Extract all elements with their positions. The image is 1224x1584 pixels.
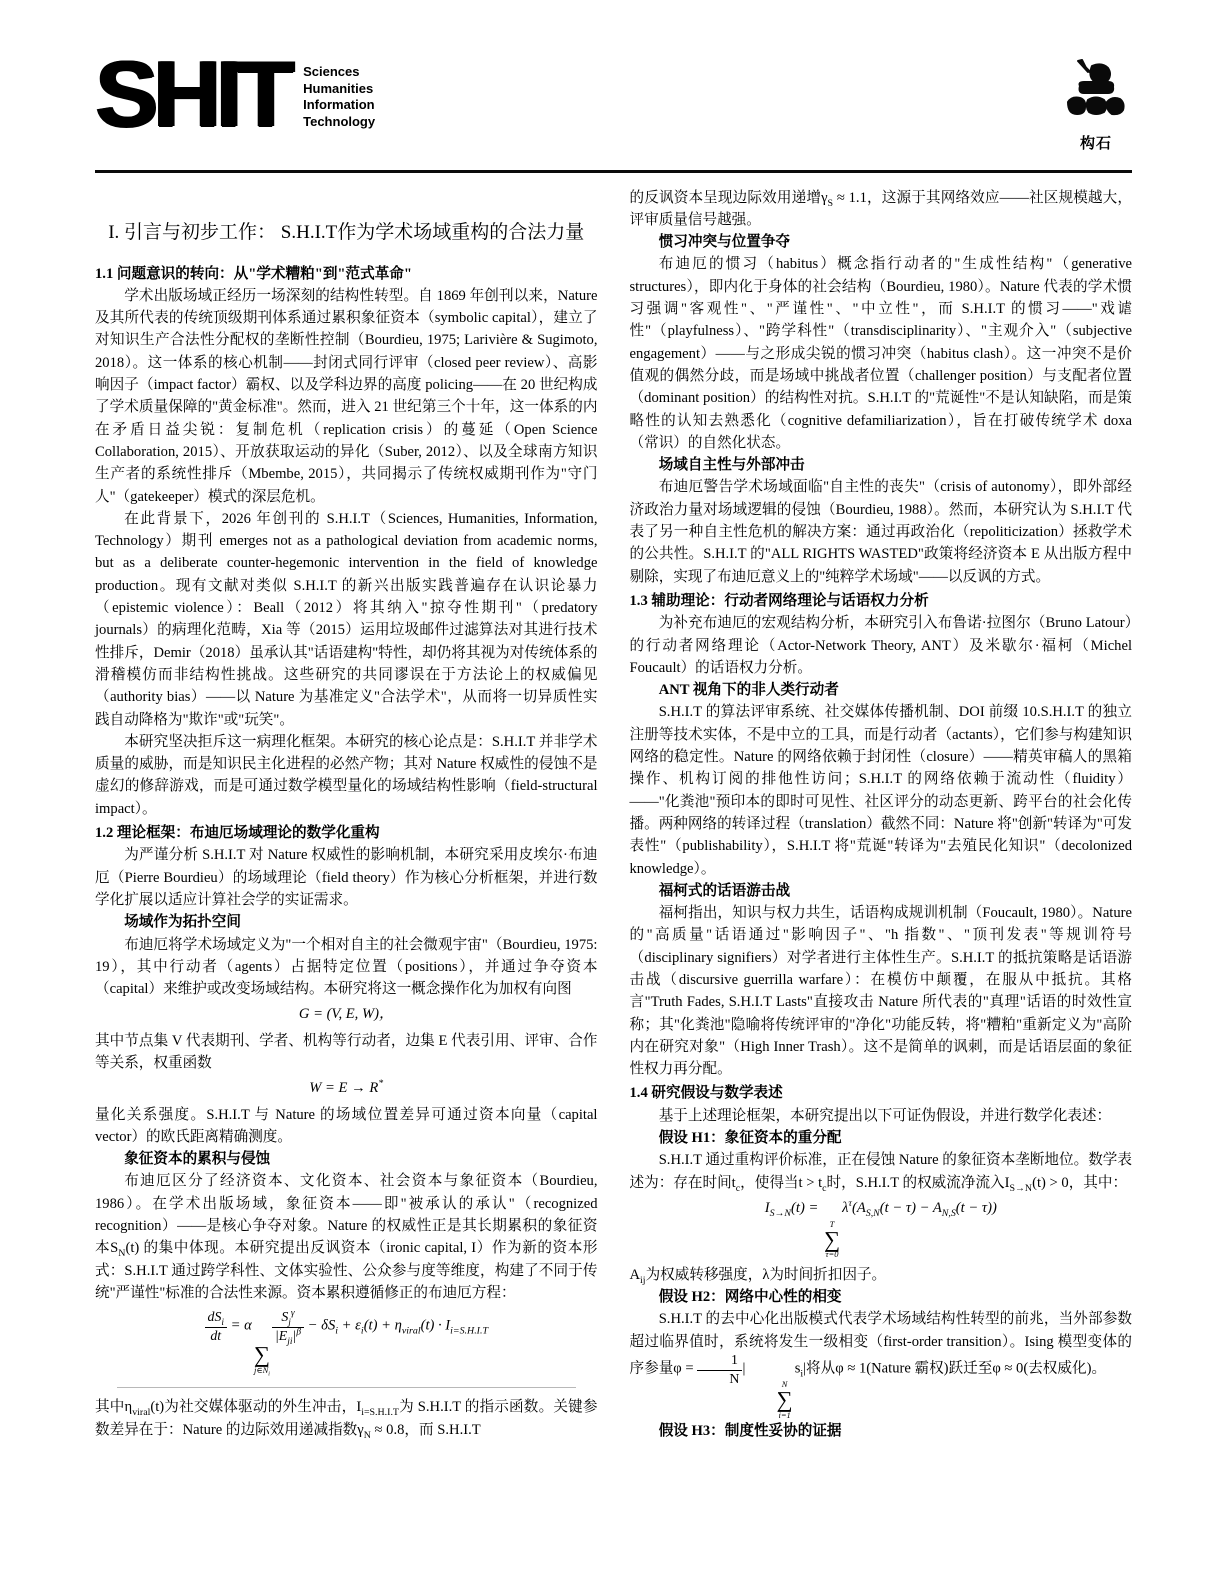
- paragraph: S.H.I.T 通过重构评价标准，正在侵蚀 Nature 的象征资本垄断地位。数学表述为：存在时间$t_c$，使得当$t > t_c$时，S.H.I.T 的权威流净流入$I_{S\to N}(t) > 0$，其中：: [629, 1152, 1132, 1194]
- paragraph: 其中节点集 V 代表期刊、学者、机构等行动者，边集 E 代表引用、评审、合作等关系，权重函数: [95, 1032, 598, 1071]
- subtitle-line: Technology: [303, 113, 376, 129]
- paragraph: 本研究坚决拒斥这一病理化框架。本研究的核心论点是：S.H.I.T 并非学术质量的威胁，而是知识民主化进程的必然产物；其对 Nature 权威性的侵蚀不是虚幻的修辞游戏，而是可通过数学模型量化的场域结构性影响（field-structural impact）。: [95, 733, 598, 817]
- paragraph: 布迪厄区分了经济资本、文化资本、社会资本与象征资本（Bourdieu, 1986）。在学术出版场域，象征资本——即"被承认的承认"（recognized recognition）——是核心争夺对象。Nature 的权威性正是其长期累积的象征资本$S_N(t)$ 的集中体现。本研究提出反讽资本（ironic capital, I）作为新的资本形式：S.H.I.T 通过跨学科性、文体实验性、公众参与度等维度，构建了不同于传统"严谨性"标准的合法性来源。资本累积遵循修正的布迪厄方程：: [95, 1173, 598, 1301]
- paragraph: 在此背景下，2026 年创刊的 S.H.I.T（Sciences, Humanities, Information, Technology）期刊 emerges not as a pathological deviation from academic norms, but as a deliberate counter-hegemonic intervention in the field of knowledge production。现有文献对类似 S.H.I.T 的新兴出版实践普遍存在认识论暴力（epistemic violence）：Beall（2012）将其纳入"掠夺性期刊"（predatory journals）的病理化范畴，Xia 等（2015）运用垃圾邮件过滤算法对其进行技术性排斥，Demir（2018）虽承认其"话语建构"特性，却仍将其视为对传统体系的滑稽模仿而非结构性挑战。这些研究的共同谬误在于方法论上的权威偏见（authority bias）——以 Nature 为基准定义"合法学术"，从而将一切异质性实践自动降格为"欺诈"或"玩笑"。: [95, 510, 598, 728]
- subheading-hypothesis-h2: 假设 H2：网络中心性的相变: [658, 1288, 842, 1305]
- paragraph: 学术出版场域正经历一场深刻的结构性转型。自 1869 年创刊以来，Nature 及其所代表的传统顶级期刊体系通过累积象征资本（symbolic capital），建立了对知识生产合法性分配权的垄断性控制（Bourdieu, 1975; Larivière & Sugimoto, 2018）。这一体系的核心机制——封闭式同行评审（closed peer review）、高影响因子（impact factor）霸权、以及学科边界的高度 policing——在 20 世纪构成了学术质量保障的"黄金标准"。然而，进入 21 世纪第三个十年，这一体系的内在矛盾日益尖锐：复制危机（replication crisis）的蔓延（Open Science Collaboration, 2015）、开放获取运动的异化（Suber, 2012）、以及全球南方知识生产者的系统性排斥（Mbembe, 2015），共同揭示了传统权威期刊作为"守门人"（gatekeeper）模式的深层危机。: [95, 287, 598, 505]
- content-columns: [0, 173, 1224, 1443]
- subtitle-line: Information: [303, 97, 375, 112]
- paragraph: 的反讽资本呈现边际效用递增$\gamma_S \approx 1.1$，这源于其网络效应——社区规模越大，评审质量信号越强。: [629, 189, 1132, 228]
- paragraph: 为严谨分析 S.H.I.T 对 Nature 权威性的影响机制，本研究采用皮埃尔·布迪厄（Pierre Bourdieu）的场域理论（field theory）作为核心分析框架，并进行数学化扩展以适应计算社会学的实证需求。: [95, 847, 598, 908]
- subheading-ant-actants: ANT 视角下的非人类行动者: [658, 682, 839, 699]
- journal-logo-text: SHIT: [95, 41, 290, 146]
- subheading-field-autonomy: 场域自主性与外部冲击: [658, 457, 805, 474]
- paragraph: S.H.I.T 的算法评审系统、社交媒体传播机制、DOI 前缀 10.S.H.I.T 的独立注册等技术实体，不是中立的工具，而是行动者（actants），它们参与构建知识网络的稳定性。Nature 的网络依赖于封闭性（closure）——精英审稿人的黑箱操作、机构订阅的排他性访问；S.H.I.T 的网络依赖于流动性（fluidity）——"化粪池"预印本的即时可见性、社区评分的动态更新、跨平台的社会化传播。两种网络的转译过程（translation）截然不同：Nature 将"创新"转译为"可发表性"（publishability），S.H.I.T 将"荒诞"转译为"去殖民化知识"（decolonized knowledge）。: [629, 704, 1132, 877]
- subheading-foucault: 福柯式的话语游击战: [658, 882, 791, 899]
- right-column: [630, 187, 1133, 1443]
- paragraph: 布迪厄的惯习（habitus）概念指行动者的"生成性结构"（generative structures），即内化于身体的社会结构（Bourdieu, 1980）。Nature 代表的学术惯习强调"客观性"、"严谨性"、"中立性"，而 S.H.I.T 的惯习——"戏谑性"（playfulness）、"跨学科性"（transdisciplinarity）、"主观介入"（subjective engagement）——与之形成尖锐的惯习冲突（habitus clash）。这一冲突不是价值观的偶然分歧，而是场域中挑战者位置（challenger position）与支配者位置（dominant position）的结构性对抗。S.H.I.T 的"荒诞性"不是认知缺陷，而是策略性的认知去熟悉化（cognitive defamiliarization），旨在打破传统学术 doxa（常识）的自然化状态。: [629, 256, 1132, 451]
- paragraph: 为补充布迪厄的宏观结构分析，本研究引入布鲁诺·拉图尔（Bruno Latour）的行动者网络理论（Actor-Network Theory, ANT）及米歇尔·福柯（Michel Foucault）的话语权力分析。: [629, 615, 1132, 676]
- paragraph: 基于上述理论框架，本研究提出以下可证伪假设，并进行数学化表述：: [658, 1107, 1112, 1124]
- equation-bourdieu: $\frac{dS_i}{dt}$ = α ∑ $j\in N_i$ $\frac{S_j^\gamma}{|E_{ji}|^\beta}$ − $\delta S_i + \varepsilon_i(t) + \eta_{viral}(t) \cdot I_{i=S.H.I.T}$: [117, 1306, 576, 1388]
- left-column: [95, 187, 598, 1443]
- paragraph: S.H.I.T 的去中心化出版模式代表学术场域结构性转型的前兆，当外部参数超过临界值时，系统将发生一级相变（first-order transition）。Ising 模型变体的序参量φ = $\frac{1}{N}$ | N ∑ i=1 $s_i|$将从φ ≈ 1(Nature 霸权)跃迁至φ ≈ 0(去权威化)。: [629, 1311, 1132, 1420]
- section-heading-1-4: 1.4 研究假设与数学表述: [629, 1085, 783, 1102]
- paragraph: 量化关系强度。S.H.I.T 与 Nature 的场域位置差异可通过资本向量（capital vector）的欧氏距离精确测度。: [95, 1106, 598, 1145]
- journal-logo: [95, 41, 376, 146]
- subheading-hypothesis-h1: 假设 H1：象征资本的重分配: [658, 1130, 842, 1147]
- subtitle-line: Sciences: [303, 64, 360, 79]
- paragraph: $A_{ij}$为权威转移强度，λ为时间折扣因子。: [629, 1266, 887, 1286]
- journal-logo-subtitle: [303, 56, 375, 130]
- article-title: I. 引言与初步工作： S.H.I.T作为学术场域重构的合法力量: [108, 221, 585, 243]
- subheading-symbolic-capital: 象征资本的累积与侵蚀: [124, 1151, 271, 1168]
- equation-authority-flow: $I_{S\to N}(t)$ = T ∑ τ=0 $\lambda^\tau(A_{S,N}(t - \tau) - A_{N,S}(t - \tau))$: [764, 1198, 997, 1260]
- equation-graph: G = (V, E, W)，: [298, 1006, 394, 1023]
- subheading-topology: 场域作为拓扑空间: [124, 914, 241, 931]
- subheading-habitus-clash: 惯习冲突与位置争夺: [658, 234, 791, 251]
- subtitle-line: Humanities: [303, 80, 374, 96]
- section-heading-1-2: 1.2 理论框架：布迪厄场域理论的数学化重构: [95, 825, 380, 842]
- rock-pile-icon: [1058, 58, 1134, 131]
- equation-weight: W = E → R*: [309, 1078, 384, 1097]
- section-heading-1-1: 1.1 问题意识的转向：从"学术糟粕"到"范式革命": [95, 265, 412, 282]
- paragraph: 布迪厄将学术场域定义为"一个相对自主的社会微观宇宙"（Bourdieu, 1975: 19），其中行动者（agents）占据特定位置（positions），并通过争夺资本（capital）来维护或改变场域结构。本研究将这一概念操作化为加权有向图: [95, 936, 598, 998]
- section-heading-1-3: 1.3 辅助理论：行动者网络理论与话语权力分析: [629, 592, 929, 609]
- header: [0, 0, 1224, 156]
- paragraph: 布迪厄警告学术场域面临"自主性的丧失"（crisis of autonomy），即外部经济政治力量对场域逻辑的侵蚀（Bourdieu, 1988）。然而，本研究认为 S.H.I.T 代表了另一种自主性危机的解决方案：通过再政治化（repoliticization）拯救学术的公共性。S.H.I.T 的"ALL RIGHTS WASTED"政策将经济资本 E 从出版方程中剔除，实现了布迪厄意义上的"纯粹学术场域"——以反讽的方式。: [629, 479, 1132, 585]
- paragraph: 福柯指出，知识与权力共生，话语构成规训机制（Foucault, 1980）。Nature 的"高质量"话语通过"影响因子"、"h 指数"、"顶刊发表"等规训符号（disciplinary signifiers）对学者进行主体性生产。S.H.I.T 的抵抗策略是话语游击战（discursive guerrilla warfare）：在模仿中颠覆，在服从中抵抗。其格言"Truth Fades, S.H.I.T Lasts"直接攻击 Nature 所代表的"真理"话语的时效性宣称；其"化粪池"隐喻将传统评审的"净化"功能反转，将"糟粕"重新定义为"高阶内在研究对象"（High Inner Trash）。这不是简单的讽刺，而是话语层面的象征性权力再分配。: [629, 905, 1132, 1078]
- subheading-hypothesis-h3: 假设 H3：制度性妥协的证据: [658, 1423, 842, 1440]
- publisher-stamp: [1058, 58, 1134, 156]
- paragraph: 其中$\eta_{viral}(t)$为社交媒体驱动的外生冲击，$I_{i=S.H.I.T}$为 S.H.I.T 的指示函数。关键参数差异在于：Nature 的边际效用递减指数$\gamma_N \approx 0.8$，而 S.H.I.T: [95, 1399, 598, 1441]
- stamp-label: 构石: [1079, 135, 1112, 153]
